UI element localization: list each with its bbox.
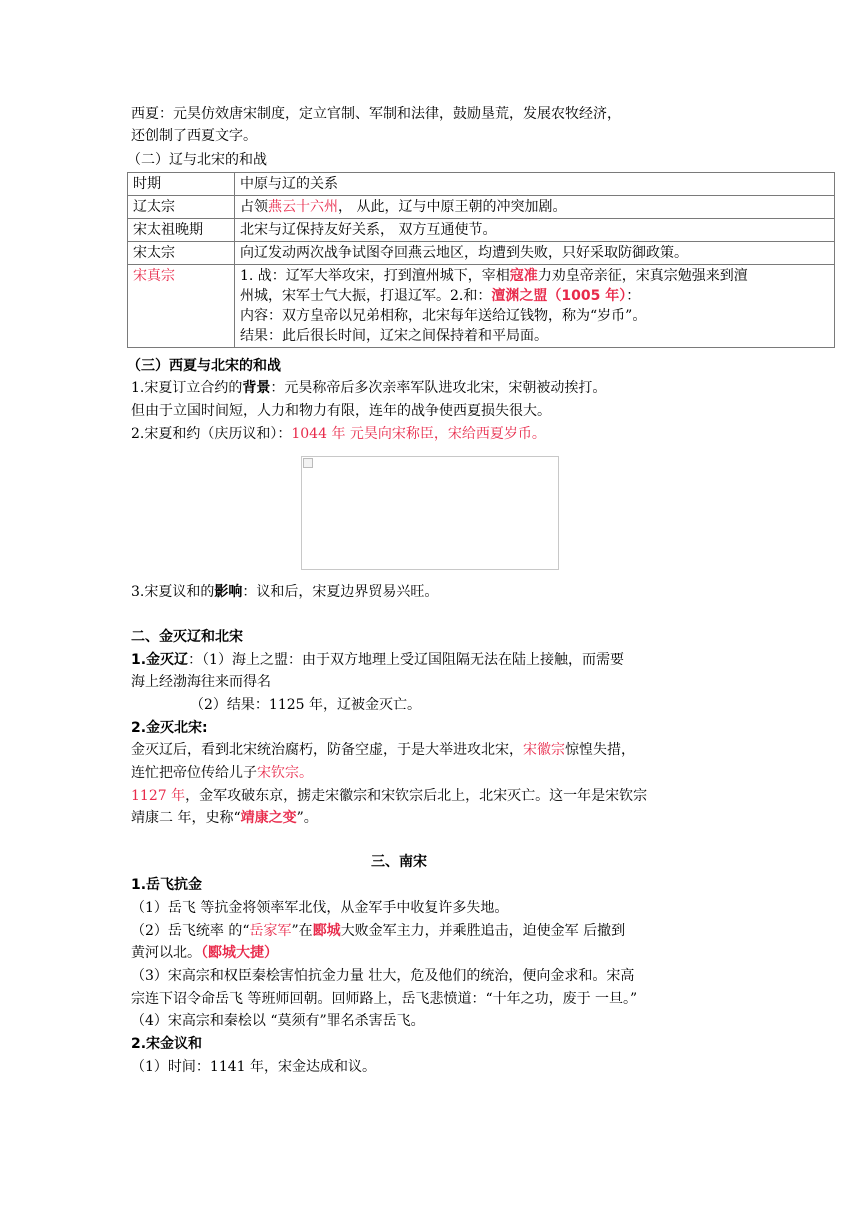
highlight-kouzhun: 寇准 (509, 268, 538, 284)
highlight-yanyun: 燕云十六州 (268, 199, 338, 215)
text: ：议和后，宋夏边界贸易兴旺。 (242, 584, 439, 600)
highlight-yuejiajun: 岳家军 (249, 923, 292, 939)
highlight-jingkang: 靖康之变 (240, 810, 297, 826)
jin-s2-p1 (131, 740, 635, 760)
text: ”在 (291, 923, 313, 939)
text: ，金军攻破东京，掳走宋徽宗和宋钦宗后北上，北宋灭亡。这一年是宋钦宗 (185, 788, 648, 804)
xixia-p1-line2: 但由于立国时间短，人力和物力有限，连年的战争使西夏损失很大。 (131, 403, 551, 419)
subheading-jin-liao: 1.金灭辽 (131, 652, 189, 668)
text: （2）岳飞统率 的“ (131, 923, 250, 939)
nansong-p4: （4）宋高宗和秦桧以 “莫须有”罪名杀害岳飞。 (131, 1013, 425, 1029)
table-cell-period: 宋真宗 (128, 265, 235, 348)
xixia-p2 (131, 424, 546, 444)
xixia-line-2: 还创制了西夏文字。 (131, 128, 257, 144)
text: ：（1）海上之盟：由于双方地理上受辽国阻隔无法在陆上接触，而需要 (188, 652, 624, 668)
table-cell-period: 宋太祖晚期 (128, 219, 235, 242)
table-row (128, 196, 835, 219)
text: 惊惶失措， (565, 742, 635, 758)
cell-text: 力劝皇帝亲征，宋真宗勉强来到澶 (537, 268, 748, 284)
table-row (128, 219, 835, 242)
table-cell-relation: 北宋与辽保持友好关系， 双方互通使节。 (235, 219, 835, 242)
liao-song-table (127, 172, 835, 348)
table-cell-relation: 向辽发动两次战争试图夺回燕云地区，均遭到失败，只好采取防御政策。 (235, 242, 835, 265)
table-row (128, 242, 835, 265)
highlight-qinzong: 宋钦宗。 (257, 765, 313, 781)
nansong-p3-line2: 宗连下诏令命岳飞 等班师回朝。回师路上，岳飞悲愤道：“十年之功，废于 一旦。” (131, 991, 638, 1007)
subheading-jin-song: 2.金灭北宋: (131, 720, 208, 736)
nansong-p3-line1: （3）宋高宗和权臣秦桧害怕抗金力量 壮大，危及他们的统治，便向金求和。宋高 (131, 968, 635, 984)
xixia-line-1: 西夏：元昊仿效唐宋制度，定立官制、军制和法律，鼓励垦荒，发展农牧经济， (131, 106, 621, 122)
text: 大败金军主力，并乘胜追击，迫使金军 后撤到 (340, 923, 626, 939)
xixia-p1 (131, 378, 606, 398)
nansong-p2-line2 (131, 943, 278, 963)
bold-background: 背景 (242, 380, 271, 396)
xixia-p3 (131, 582, 438, 602)
text: 3.宋夏议和的 (131, 584, 215, 600)
broken-image-icon (303, 458, 313, 468)
cell-text: 州城，宋军士气大振，打退辽军。2.和： (240, 288, 492, 304)
jin-s2-p2 (131, 763, 313, 783)
cell-text: ， 从此，辽与中原王朝的冲突加剧。 (338, 199, 567, 215)
bold-influence: 影响 (214, 584, 243, 600)
section-nansong-heading: 三、南宋 (371, 854, 427, 870)
table-cell-period: 辽太宗 (128, 196, 235, 219)
nansong-p1: （1）岳飞 等抗金将领率军北伐，从金军手中收复许多失地。 (131, 900, 509, 916)
text: ”。 (296, 810, 318, 826)
table-header-row (128, 173, 835, 196)
nansong-p2 (131, 921, 625, 941)
text: 连忙把帝位传给儿子 (131, 765, 257, 781)
subheading-yuefei: 1.岳飞抗金 (131, 877, 203, 893)
table-row (128, 265, 835, 348)
table-header-relation: 中原与辽的关系 (235, 173, 835, 196)
cell-content-line: 内容：双方皇帝以兄弟相称，北宋每年送给辽钱物，称为“岁币”。 (240, 308, 647, 324)
text: 2.宋夏和约（庆历议和）： (131, 426, 292, 442)
highlight-chanyuan: 澶渊之盟（1005 年） (491, 288, 627, 304)
subheading-songjin: 2.宋金议和 (131, 1036, 203, 1052)
text: 金灭辽后，看到北宋统治腐朽，防备空虚，于是大举进攻北宋， (131, 742, 523, 758)
cell-text: ： (626, 288, 641, 304)
text: 黄河以北。 (131, 945, 201, 961)
table-cell-relation (235, 265, 835, 348)
cell-text: 占领 (240, 199, 268, 215)
highlight-yancheng: 郾城 (312, 923, 341, 939)
jin-s2-p3 (131, 786, 647, 806)
cell-text: 1. 战：辽军大举攻宋，打到澶州城下，宰相 (240, 268, 510, 284)
highlight-huizong: 宋徽宗 (523, 742, 565, 758)
section-jin-heading: 二、金灭辽和北宋 (131, 629, 243, 645)
table-header-period: 时期 (128, 173, 235, 196)
text: ：元昊称帝后多次亲率军队进攻北宋，宋朝被动挨打。 (270, 380, 607, 396)
table-cell-relation (235, 196, 835, 219)
embedded-image (301, 456, 559, 570)
highlight-yancheng-victory: （郾城大捷） (201, 945, 278, 961)
table-cell-period: 宋太宗 (128, 242, 235, 265)
text: 1.宋夏订立合约的 (131, 380, 243, 396)
cell-result-line: 结果：此后很长时间，辽宋之间保持着和平局面。 (240, 328, 548, 344)
section-liao-heading: （二）辽与北宋的和战 (127, 152, 267, 168)
highlight-1127: 1127 年 (131, 788, 186, 804)
jin-s2-p4 (131, 808, 318, 828)
section-xixia-heading: （三）西夏与北宋的和战 (127, 358, 281, 374)
jin-s1-line3: （2）结果：1125 年，辽被金灭亡。 (190, 697, 421, 713)
highlight-qingli: 1044 年 元昊向宋称臣，宋给西夏岁币。 (291, 426, 546, 442)
songjin-p1: （1）时间：1141 年，宋金达成和议。 (131, 1059, 376, 1075)
jin-s1 (131, 650, 624, 670)
jin-s1-line2: 海上经渤海往来而得名 (131, 674, 271, 690)
text: 靖康二 年，史称“ (131, 810, 241, 826)
